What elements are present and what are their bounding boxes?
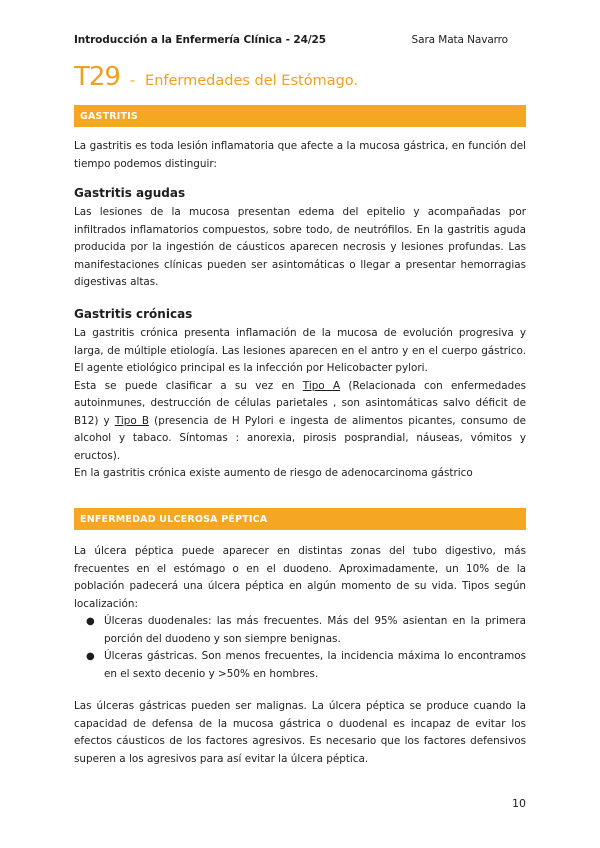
ulcer-types-list bbox=[74, 613, 526, 683]
course-title: Introducción a la Enfermería Clínica - 24/25 bbox=[74, 34, 326, 46]
type-b-link: Tipo B bbox=[114, 414, 150, 427]
acute-gastritis-body bbox=[74, 204, 526, 292]
chronic-gastritis-text-2 bbox=[74, 378, 526, 466]
section-heading-gastritis: GASTRITIS bbox=[74, 105, 526, 127]
list-item-text: Úlceras duodenales: las más frecuentes. Más del 95% asientan en la primera porción del duodeno y son siempre benignas. bbox=[104, 615, 526, 645]
chapter-number: T29 bbox=[74, 62, 120, 92]
gastritis-intro-text: La gastritis es toda lesión inflamatoria que afecte a la mucosa gástrica, en función del tiempo podemos distinguir: bbox=[74, 140, 526, 170]
page-number: 10 bbox=[512, 797, 526, 810]
type-b-description: (presencia de H Pylori e ingesta de alimentos picantes, consumo de alcohol y tabaco. Síntomas : anorexia, pirosis posprandial, náuseas, vómitos y eructos). bbox=[74, 414, 526, 462]
gastritis-intro bbox=[74, 138, 526, 173]
acute-gastritis-text: Las lesiones de la mucosa presentan edema del epitelio y acompañadas por infiltrados inflamatorios compuestos, sobre todo, de neutrófilos. En la gastritis aguda producida por la ingestión de cáusticos aparecen necrosis y lesiones profundas. Las manifestaciones clínicas pueden ser asintomáticas o llegar a presentar hemorragias digestivas altas. bbox=[74, 206, 526, 288]
type-a-link: Tipo A bbox=[302, 379, 341, 392]
section-heading-peptic-ulcer: ENFERMEDAD ULCEROSA PÉPTICA bbox=[74, 508, 526, 530]
chronic-gastritis-heading: Gastritis crónicas bbox=[74, 307, 193, 321]
title-dash: - bbox=[129, 73, 136, 89]
type-a-description: (Relacionada con enfermedades autoinmunes, destrucción de células parietales , son asintomáticas salvo déficit de B12) y bbox=[74, 379, 527, 427]
list-item-text: Úlceras gástricas. Son menos frecuentes, la incidencia máxima lo encontramos en el sexto decenio y >50% en hombres. bbox=[104, 650, 526, 680]
chronic-gastritis-text-3: En la gastritis crónica existe aumento de riesgo de adenocarcinoma gástrico bbox=[74, 467, 473, 479]
acute-gastritis-heading: Gastritis agudas bbox=[74, 186, 186, 200]
chapter-title bbox=[74, 62, 358, 92]
bullet-icon: ● bbox=[86, 651, 95, 662]
list-item bbox=[74, 648, 526, 683]
peptic-ulcer-intro: La úlcera péptica puede aparecer en distintas zonas del tubo digestivo, más frecuentes en el estómago o en el duodeno. Aproximadamente, un 10% de la población padecerá una úlcera péptica en algún momento de su vida. Tipos según localización: bbox=[74, 545, 526, 610]
list-item bbox=[74, 613, 526, 648]
chronic-gastritis-body bbox=[74, 325, 526, 483]
chronic-gastritis-text-1: La gastritis crónica presenta inflamación de la mucosa de evolución progresiva y larga, de múltiple etiología. Las lesiones aparecen en el antro y en el cuerpo gástrico. El agente etiológico principal es la infección por Helicobacter pylori. bbox=[74, 327, 526, 374]
author-name: Sara Mata Navarro bbox=[411, 34, 508, 46]
chronic-classification-lead: Esta se puede clasificar a su vez en bbox=[74, 379, 303, 392]
bullet-icon: ● bbox=[86, 616, 95, 627]
page-header bbox=[74, 34, 526, 46]
peptic-ulcer-closing-text: Las úlceras gástricas pueden ser malignas. La úlcera péptica se produce cuando la capacidad de defensa de la mucosa gástrica o duodenal es incapaz de evitar los efectos cáusticos de los factores agresivos. Es necesario que los factores defensivos superen a los agresivos para así evitar la úlcera péptica. bbox=[74, 700, 526, 765]
peptic-ulcer-body bbox=[74, 543, 526, 683]
peptic-ulcer-closing bbox=[74, 698, 526, 768]
chapter-name: Enfermedades del Estómago. bbox=[145, 73, 359, 89]
